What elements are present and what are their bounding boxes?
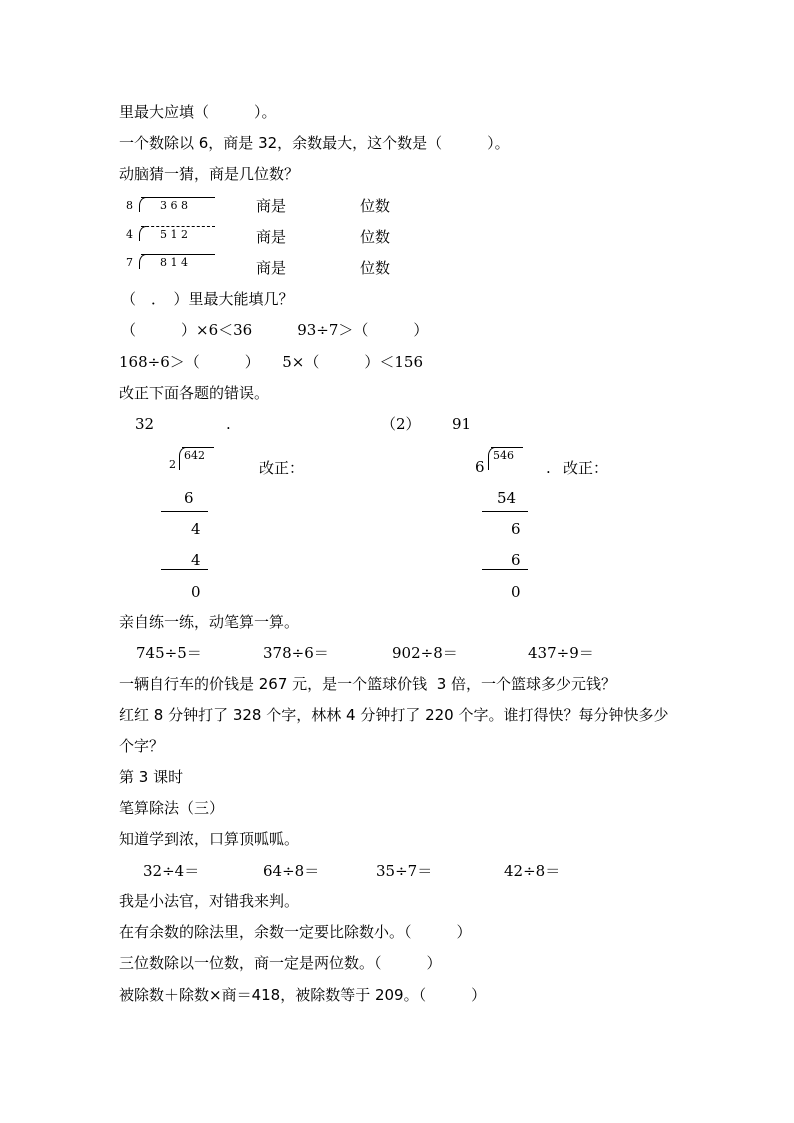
guess-label: 商是 [256, 259, 287, 277]
guess-divisor: 7 [126, 256, 133, 269]
section-judge: 我是小法官，对错我来判。 [119, 892, 300, 910]
dividend: 642 [184, 449, 205, 462]
guess-divisor: 8 [126, 199, 133, 212]
guess-dividend: 3 6 8 [160, 199, 188, 212]
division-bracket [139, 226, 146, 241]
step-value: 4 [191, 551, 201, 569]
lesson-title: 第 3 课时 [119, 768, 184, 786]
step-value: 6 [184, 489, 194, 507]
section-oral: 知道学到浓，口算顶呱呱。 [119, 830, 300, 848]
problem-number: （2） [381, 415, 421, 433]
word-problem-bicycle: 一辆自行车的价钱是 267 元，是一个篮球价钱 3 倍，一个篮球多少元钱？ [119, 675, 617, 693]
division-bar [182, 447, 214, 448]
lesson-subtitle: 笔算除法（三） [119, 799, 225, 817]
division-bar [141, 226, 215, 227]
subtraction-line [482, 569, 528, 570]
division-bar [141, 197, 215, 198]
section-practice: 亲自练一练，动笔算一算。 [119, 613, 300, 631]
divisor: 2 [169, 458, 176, 471]
fix-label: 改正： [563, 459, 609, 477]
divisor: 6 [475, 458, 485, 476]
inequality-row-2: 168÷6＞（ ） 5×（ ）＜156 [119, 353, 423, 371]
guess-dividend: 8 1 4 [160, 256, 188, 269]
fix-label: 改正： [259, 459, 305, 477]
guess-unit: 位数 [360, 197, 391, 215]
guess-unit: 位数 [360, 259, 391, 277]
step-value: 6 [511, 520, 521, 538]
division-bar [491, 447, 523, 448]
word-problem-typing: 红红 8 分钟打了 328 个字，林林 4 分钟打了 220 个字。谁打得快？每分钟快多少 [119, 706, 669, 724]
guess-label: 商是 [256, 197, 287, 215]
subtraction-line [161, 511, 208, 512]
practice-item-4: 437÷9＝ [528, 644, 594, 662]
quotient: 91 [452, 415, 472, 433]
subtraction-line [482, 511, 528, 512]
step-value: 6 [511, 551, 521, 569]
dividend: 546 [493, 449, 514, 462]
step-value: 4 [191, 520, 201, 538]
oral-item-4: 42÷8＝ [504, 862, 561, 880]
division-bracket [139, 197, 146, 212]
question-remainder-max: 一个数除以 6，商是 32，余数最大，这个数是（ ）。 [119, 134, 510, 152]
question-max-fill-heading: （ ． ）里最大能填几？ [121, 290, 294, 308]
oral-item-1: 32÷4＝ [143, 862, 200, 880]
practice-item-3: 902÷8＝ [392, 644, 458, 662]
section-guess-heading: 动脑猜一猜，商是几位数？ [119, 165, 300, 183]
section-correct-errors: 改正下面各题的错误。 [119, 384, 270, 402]
inequality-row-1: （ ）×6＜36 93÷7＞（ ） [121, 321, 429, 339]
practice-item-1: 745÷5＝ [136, 644, 202, 662]
judge-item-2: 三位数除以一位数，商一定是两位数。（ ） [119, 954, 442, 972]
judge-item-1: 在有余数的除法里，余数一定要比除数小。（ ） [119, 923, 472, 941]
practice-item-2: 378÷6＝ [263, 644, 329, 662]
oral-item-2: 64÷8＝ [263, 862, 320, 880]
stray-dot: . [226, 415, 231, 433]
division-bar [141, 254, 215, 255]
stray-dot: . [546, 459, 551, 477]
question-fill-max: 里最大应填（ ）。 [119, 103, 277, 121]
step-value: 54 [497, 489, 517, 507]
guess-dividend: 5 1 2 [160, 228, 188, 241]
quotient: 32 [135, 415, 155, 433]
guess-unit: 位数 [360, 228, 391, 246]
judge-item-3: 被除数＋除数×商＝418，被除数等于 209。（ ） [119, 986, 487, 1004]
division-bracket [139, 254, 146, 269]
guess-divisor: 4 [126, 228, 133, 241]
step-value: 0 [191, 583, 201, 601]
guess-label: 商是 [256, 228, 287, 246]
word-problem-typing-cont: 个字？ [119, 737, 165, 755]
oral-item-3: 35÷7＝ [376, 862, 433, 880]
subtraction-line [161, 569, 208, 570]
step-value: 0 [511, 583, 521, 601]
